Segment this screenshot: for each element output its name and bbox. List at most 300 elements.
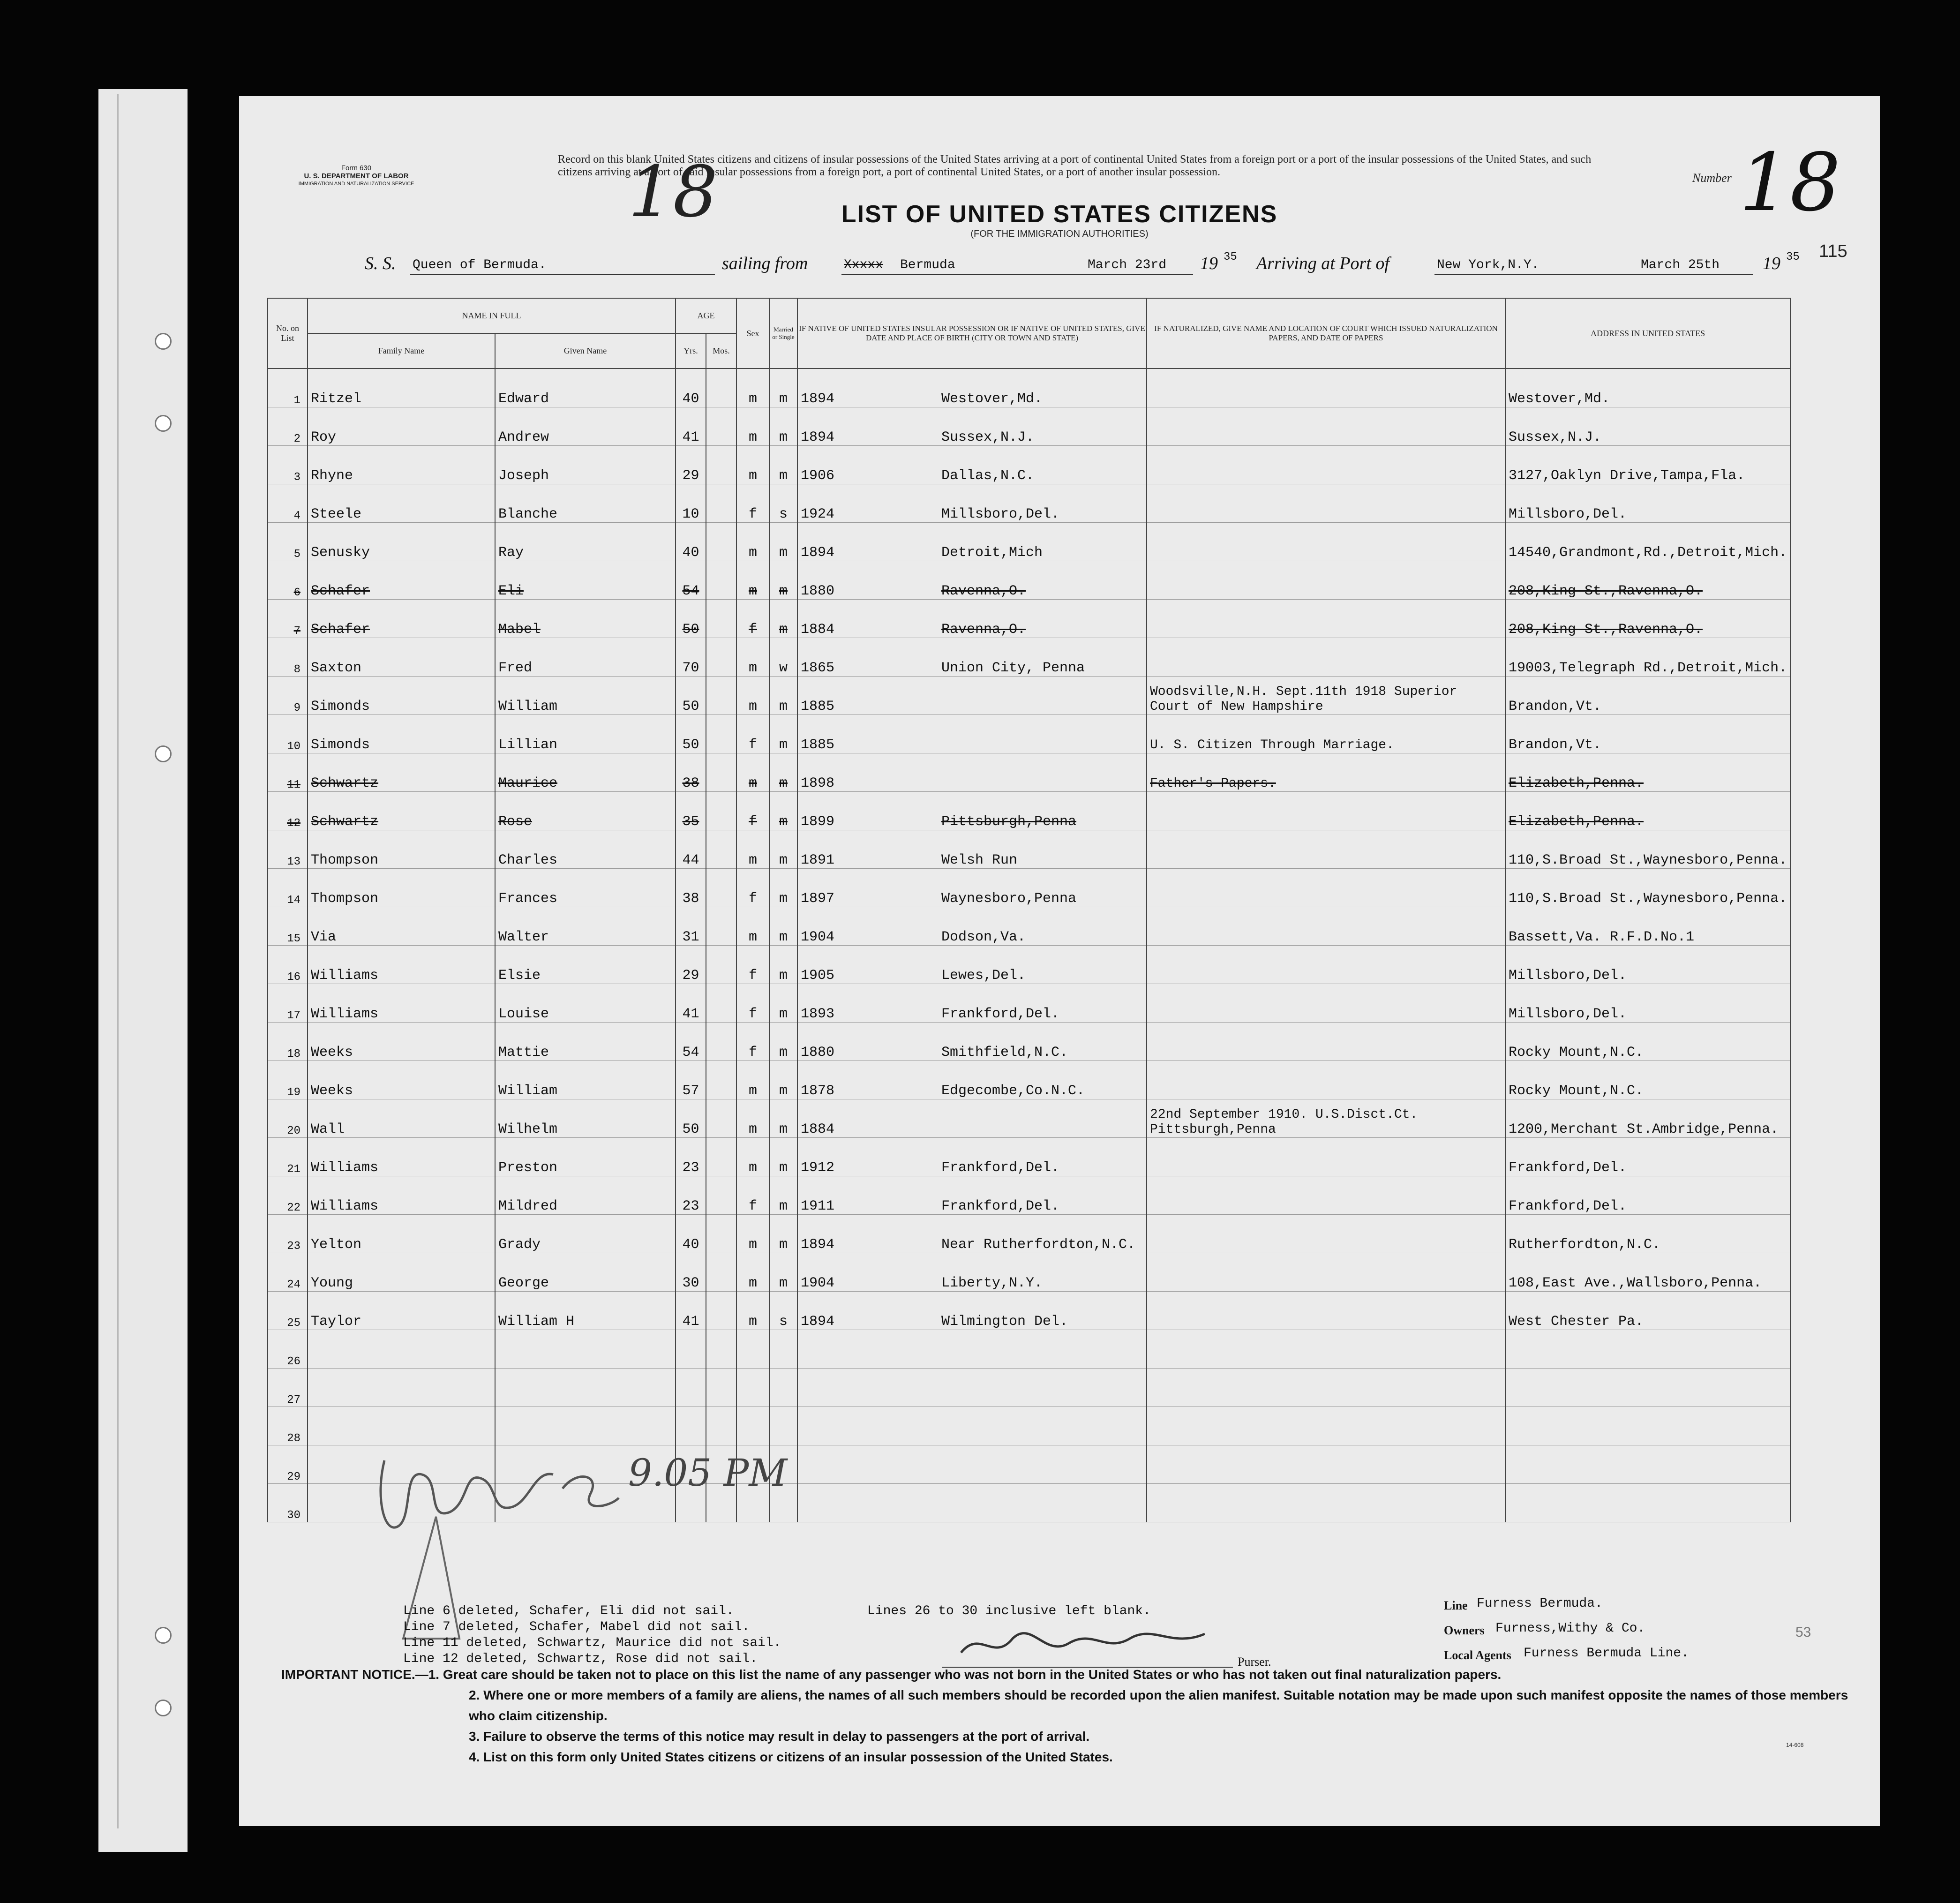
table-row <box>268 1253 1790 1292</box>
family-name: Schwartz <box>308 792 495 830</box>
header-married: Married or Single <box>769 298 797 369</box>
family-name: Weeks <box>308 1023 495 1061</box>
address: Sussex,N.J. <box>1505 407 1790 446</box>
birth-place: Westover,Md. <box>941 391 1043 407</box>
marital-status: m <box>769 753 797 792</box>
family-name: Rhyne <box>308 446 495 484</box>
family-name: Roy <box>308 407 495 446</box>
naturalization <box>1147 830 1505 869</box>
birth-year: 1924 <box>801 506 835 522</box>
deletion-note: Line 12 deleted, Schwartz, Rose did not sail. <box>403 1652 758 1666</box>
table-row <box>268 984 1790 1023</box>
address: Elizabeth,Penna. <box>1505 792 1790 830</box>
sex: m <box>736 1215 769 1253</box>
age-years: 40 <box>676 369 706 407</box>
naturalization <box>1147 946 1505 984</box>
given-name: William H <box>495 1292 676 1330</box>
marital-status: s <box>769 484 797 523</box>
naturalization <box>1147 446 1505 484</box>
age-years: 30 <box>676 1253 706 1292</box>
departure-port: Bermuda <box>900 258 955 272</box>
given-name <box>495 1407 676 1445</box>
punch-hole <box>155 333 172 350</box>
age-years: 54 <box>676 561 706 600</box>
line-value: Furness Bermuda. <box>1477 1596 1603 1611</box>
given-name: George <box>495 1253 676 1292</box>
address: Frankford,Del. <box>1505 1138 1790 1176</box>
sex: m <box>736 1292 769 1330</box>
age-months <box>706 638 736 677</box>
given-name: William <box>495 677 676 715</box>
row-number: 18 <box>268 1023 308 1061</box>
table-row <box>268 1023 1790 1061</box>
deletion-note: Line 7 deleted, Schafer, Mabel did not sail. <box>403 1620 750 1634</box>
birth-year: 1912 <box>801 1160 835 1176</box>
given-name <box>495 1369 676 1407</box>
age-years <box>676 1369 706 1407</box>
given-name: Joseph <box>495 446 676 484</box>
row-number: 24 <box>268 1253 308 1292</box>
sex: f <box>736 484 769 523</box>
address: 110,S.Broad St.,Waynesboro,Penna. <box>1505 869 1790 907</box>
row-number: 10 <box>268 715 308 753</box>
naturalization <box>1147 523 1505 561</box>
sailing-label: sailing from <box>722 254 808 273</box>
age-years: 41 <box>676 1292 706 1330</box>
birth-year: 1894 <box>801 391 835 407</box>
naturalization <box>1147 1215 1505 1253</box>
birth-cell <box>797 561 1147 600</box>
table-row <box>268 792 1790 830</box>
sex <box>736 1407 769 1445</box>
table-row <box>268 1407 1790 1445</box>
row-number: 30 <box>268 1484 308 1522</box>
sex: m <box>736 1253 769 1292</box>
address: 3127,Oaklyn Drive,Tampa,Fla. <box>1505 446 1790 484</box>
header-given-name: Given Name <box>495 333 676 369</box>
sex <box>736 1369 769 1407</box>
marital-status: m <box>769 1215 797 1253</box>
age-months <box>706 1253 736 1292</box>
age-years <box>676 1407 706 1445</box>
family-name: Thompson <box>308 869 495 907</box>
address <box>1505 1369 1790 1407</box>
birth-place: Ravenna,O. <box>941 583 1026 599</box>
given-name: Elsie <box>495 946 676 984</box>
header-no: No. on List <box>268 298 308 369</box>
address: Millsboro,Del. <box>1505 984 1790 1023</box>
struck-port: Xxxxx <box>844 258 884 272</box>
family-name: Steele <box>308 484 495 523</box>
table-row <box>268 869 1790 907</box>
table-row <box>268 907 1790 946</box>
arrival-year: 35 <box>1786 251 1800 263</box>
sex: m <box>736 830 769 869</box>
birth-place: Wilmington Del. <box>941 1314 1068 1330</box>
age-years: 29 <box>676 946 706 984</box>
birth-place: Liberty,N.Y. <box>941 1275 1043 1291</box>
birth-cell <box>797 677 1147 715</box>
birth-place: Dodson,Va. <box>941 929 1026 945</box>
handwritten-number: 18 <box>1739 136 1841 229</box>
row-number: 5 <box>268 523 308 561</box>
age-years: 31 <box>676 907 706 946</box>
age-months <box>706 484 736 523</box>
marital-status: s <box>769 1292 797 1330</box>
family-name: Simonds <box>308 677 495 715</box>
notice-title: IMPORTANT NOTICE. <box>281 1667 415 1682</box>
age-months <box>706 1023 736 1061</box>
given-name: Rose <box>495 792 676 830</box>
naturalization: Father's Papers. <box>1147 753 1505 792</box>
naturalization <box>1147 1484 1505 1522</box>
birth-place: Frankford,Del. <box>941 1160 1060 1176</box>
family-name: Schafer <box>308 600 495 638</box>
age-years: 38 <box>676 753 706 792</box>
birth-year: 1904 <box>801 929 835 945</box>
table-row <box>268 1099 1790 1138</box>
punch-hole <box>155 1627 172 1644</box>
birth-year: 1878 <box>801 1083 835 1099</box>
form-code: 14-608 <box>1786 1742 1804 1748</box>
deletion-note: Line 6 deleted, Schafer, Eli did not sail. <box>403 1604 734 1618</box>
marital-status <box>769 1330 797 1369</box>
number-label: Number <box>1692 171 1732 185</box>
age-months <box>706 677 736 715</box>
given-name: Frances <box>495 869 676 907</box>
marital-status: m <box>769 984 797 1023</box>
sex: m <box>736 638 769 677</box>
age-years: 50 <box>676 715 706 753</box>
age-months <box>706 1099 736 1138</box>
birth-year: 1894 <box>801 545 835 561</box>
birth-cell <box>797 1023 1147 1061</box>
birth-place: Millsboro,Del. <box>941 506 1060 522</box>
age-months <box>706 792 736 830</box>
row-number: 14 <box>268 869 308 907</box>
given-name: Walter <box>495 907 676 946</box>
birth-year: 1898 <box>801 775 835 791</box>
punch-hole <box>155 415 172 432</box>
birth-place: Sussex,N.J. <box>941 429 1035 445</box>
naturalization: 22nd September 1910. U.S.Disct.Ct. Pittsburgh,Penna <box>1147 1099 1505 1138</box>
sex: m <box>736 561 769 600</box>
family-name: Young <box>308 1253 495 1292</box>
birth-cell <box>797 1176 1147 1215</box>
marital-status <box>769 1369 797 1407</box>
header-family-name: Family Name <box>308 333 495 369</box>
row-number: 2 <box>268 407 308 446</box>
sex: f <box>736 1023 769 1061</box>
row-number: 4 <box>268 484 308 523</box>
row-number: 6 <box>268 561 308 600</box>
address: Rutherfordton,N.C. <box>1505 1215 1790 1253</box>
blank-lines-note: Lines 26 to 30 inclusive left blank. <box>867 1604 1151 1618</box>
owners-label: Owners <box>1444 1624 1485 1637</box>
year-prefix: 19 <box>1200 254 1218 273</box>
address: Frankford,Del. <box>1505 1176 1790 1215</box>
family-name: Thompson <box>308 830 495 869</box>
birth-cell <box>797 715 1147 753</box>
row-number: 16 <box>268 946 308 984</box>
birth-place: Pittsburgh,Penna <box>941 814 1077 830</box>
naturalization <box>1147 984 1505 1023</box>
arrival-year-prefix: 19 <box>1763 254 1780 273</box>
row-number: 8 <box>268 638 308 677</box>
marital-status: m <box>769 677 797 715</box>
age-years: 23 <box>676 1176 706 1215</box>
birth-year: 1897 <box>801 891 835 907</box>
age-months <box>706 984 736 1023</box>
birth-place: Frankford,Del. <box>941 1006 1060 1022</box>
row-number: 15 <box>268 907 308 946</box>
sex: f <box>736 869 769 907</box>
naturalization <box>1147 1369 1505 1407</box>
age-years: 40 <box>676 1215 706 1253</box>
row-number: 28 <box>268 1407 308 1445</box>
address <box>1505 1407 1790 1445</box>
strip-fold <box>117 94 119 1828</box>
table-row <box>268 946 1790 984</box>
birth-cell <box>797 792 1147 830</box>
age-months <box>706 1292 736 1330</box>
given-name: Ray <box>495 523 676 561</box>
given-name: Grady <box>495 1215 676 1253</box>
age-years: 40 <box>676 523 706 561</box>
birth-year: 1894 <box>801 429 835 445</box>
birth-place: Union City, Penna <box>941 660 1085 676</box>
family-name <box>308 1407 495 1445</box>
age-years: 44 <box>676 830 706 869</box>
sex: m <box>736 1099 769 1138</box>
age-months <box>706 600 736 638</box>
birth-year: 1894 <box>801 1237 835 1253</box>
naturalization <box>1147 561 1505 600</box>
age-months <box>706 1407 736 1445</box>
age-months <box>706 523 736 561</box>
marital-status: w <box>769 638 797 677</box>
agents-value: Furness Bermuda Line. <box>1524 1646 1689 1661</box>
naturalization: U. S. Citizen Through Marriage. <box>1147 715 1505 753</box>
row-number: 3 <box>268 446 308 484</box>
birth-cell <box>797 1253 1147 1292</box>
birth-cell <box>797 1292 1147 1330</box>
birth-cell <box>797 1215 1147 1253</box>
service: IMMIGRATION AND NATURALIZATION SERVICE <box>298 181 414 187</box>
given-name: Eli <box>495 561 676 600</box>
purser-label: Purser. <box>1238 1655 1271 1669</box>
naturalization <box>1147 1292 1505 1330</box>
page-title: LIST OF UNITED STATES CITIZENS <box>841 201 1278 228</box>
header-age: AGE <box>676 298 736 333</box>
given-name: Blanche <box>495 484 676 523</box>
age-years: 10 <box>676 484 706 523</box>
birth-cell <box>797 484 1147 523</box>
row-number: 13 <box>268 830 308 869</box>
naturalization <box>1147 638 1505 677</box>
punch-hole <box>155 1700 172 1716</box>
given-name: Edward <box>495 369 676 407</box>
sex: m <box>736 407 769 446</box>
ship-name: Queen of Bermuda. <box>413 258 547 272</box>
sex: m <box>736 753 769 792</box>
address <box>1505 1330 1790 1369</box>
marital-status: m <box>769 407 797 446</box>
birth-place: Edgecombe,Co.N.C. <box>941 1083 1085 1099</box>
given-name <box>495 1330 676 1369</box>
naturalization <box>1147 407 1505 446</box>
birth-cell <box>797 407 1147 446</box>
sex: m <box>736 1138 769 1176</box>
age-years: 35 <box>676 792 706 830</box>
address <box>1505 1445 1790 1484</box>
birth-year: 1865 <box>801 660 835 676</box>
address <box>1505 1484 1790 1522</box>
row-number: 11 <box>268 753 308 792</box>
age-months <box>706 369 736 407</box>
handwritten-time: 9.05 PM <box>628 1451 788 1495</box>
row-number: 19 <box>268 1061 308 1099</box>
marital-status: m <box>769 561 797 600</box>
row-number: 25 <box>268 1292 308 1330</box>
handwritten-page-mark: 18 <box>628 151 718 233</box>
row-number: 20 <box>268 1099 308 1138</box>
table-row <box>268 1215 1790 1253</box>
table-row <box>268 446 1790 484</box>
departure-date: March 23rd <box>1088 258 1167 272</box>
sex: f <box>736 1176 769 1215</box>
birth-place: Welsh Run <box>941 852 1018 868</box>
binder-strip <box>98 89 188 1852</box>
header-naturalized: IF NATURALIZED, GIVE NAME AND LOCATION OF COURT WHICH ISSUED NATURALIZATION PAPERS, AND DATE OF PAPERS <box>1147 298 1505 369</box>
age-years: 23 <box>676 1138 706 1176</box>
arriving-label: Arriving at Port of <box>1256 254 1389 273</box>
marital-status: m <box>769 523 797 561</box>
naturalization <box>1147 600 1505 638</box>
table-row <box>268 369 1790 407</box>
marital-status: m <box>769 1176 797 1215</box>
family-name: Williams <box>308 984 495 1023</box>
birth-place: Smithfield,N.C. <box>941 1045 1068 1061</box>
naturalization <box>1147 1445 1505 1484</box>
purser-signature <box>952 1620 1224 1671</box>
table-row <box>268 638 1790 677</box>
sex: m <box>736 369 769 407</box>
row-number: 27 <box>268 1369 308 1407</box>
sex: f <box>736 715 769 753</box>
marital-status: m <box>769 907 797 946</box>
family-name: Williams <box>308 946 495 984</box>
family-name: Taylor <box>308 1292 495 1330</box>
marital-status: m <box>769 1253 797 1292</box>
family-name: Ritzel <box>308 369 495 407</box>
birth-year: 1906 <box>801 468 835 484</box>
address: Bassett,Va. R.F.D.No.1 <box>1505 907 1790 946</box>
given-name: Charles <box>495 830 676 869</box>
sex: m <box>736 907 769 946</box>
table-row <box>268 407 1790 446</box>
given-name: Maurice <box>495 753 676 792</box>
birth-cell <box>797 523 1147 561</box>
birth-year: 1899 <box>801 814 835 830</box>
address: Millsboro,Del. <box>1505 946 1790 984</box>
age-years: 54 <box>676 1023 706 1061</box>
naturalization <box>1147 1330 1505 1369</box>
family-name: Schwartz <box>308 753 495 792</box>
birth-place: Near Rutherfordton,N.C. <box>941 1237 1136 1253</box>
table-row <box>268 753 1790 792</box>
birth-cell <box>797 638 1147 677</box>
family-name <box>308 1330 495 1369</box>
header-mos: Mos. <box>706 333 736 369</box>
table-row <box>268 1061 1790 1099</box>
age-years: 50 <box>676 600 706 638</box>
important-notice: IMPORTANT NOTICE.—1. Great care should be taken not to place on this list the name of any passenger who was not born in the United States or who has not taken out final naturalization papers. 2. Where one or more members of a family are aliens, the names of all such members should be recorded upon the alien manifest. Suitable notation may be made upon such manifest opposite the names of those members who claim citizenship. 3. Failure to observe the terms of this notice may result in delay to passengers at the port of arrival. 4. List on this form only United States citizens or citizens of an insular possession of the United States. <box>281 1664 1856 1768</box>
sex: f <box>736 946 769 984</box>
sex: m <box>736 1061 769 1099</box>
birth-cell <box>797 600 1147 638</box>
age-months <box>706 561 736 600</box>
marital-status: m <box>769 600 797 638</box>
address: 110,S.Broad St.,Waynesboro,Penna. <box>1505 830 1790 869</box>
age-months <box>706 1138 736 1176</box>
age-months <box>706 715 736 753</box>
family-name: Yelton <box>308 1215 495 1253</box>
side-mark: 53 <box>1795 1625 1811 1640</box>
address: Westover,Md. <box>1505 369 1790 407</box>
given-name: Louise <box>495 984 676 1023</box>
marital-status: m <box>769 1138 797 1176</box>
given-name: Fred <box>495 638 676 677</box>
owners-value: Furness,Withy & Co. <box>1495 1621 1645 1636</box>
stamp-number: 115 <box>1819 241 1847 261</box>
birth-cell <box>797 1061 1147 1099</box>
age-years: 50 <box>676 677 706 715</box>
birth-cell <box>797 1330 1147 1369</box>
age-years: 70 <box>676 638 706 677</box>
passenger-table <box>267 298 1791 1522</box>
sex: f <box>736 600 769 638</box>
given-name: Wilhelm <box>495 1099 676 1138</box>
birth-cell <box>797 984 1147 1023</box>
row-number: 12 <box>268 792 308 830</box>
naturalization <box>1147 1253 1505 1292</box>
notice-item: 2. Where one or more members of a family are aliens, the names of all such members should be recorded upon the alien manifest. Suitable notation may be made upon such manifest opposite the names of those members who claim citizenship. <box>469 1688 1848 1723</box>
given-name: Preston <box>495 1138 676 1176</box>
birth-cell <box>797 1138 1147 1176</box>
family-name: Senusky <box>308 523 495 561</box>
birth-place: Detroit,Mich <box>941 545 1043 561</box>
table-row <box>268 484 1790 523</box>
birth-year: 1893 <box>801 1006 835 1022</box>
marital-status: m <box>769 869 797 907</box>
arrival-date: March 25th <box>1641 258 1720 272</box>
age-years: 41 <box>676 984 706 1023</box>
sex: m <box>736 523 769 561</box>
birth-cell <box>797 1369 1147 1407</box>
row-number: 17 <box>268 984 308 1023</box>
birth-cell <box>797 1099 1147 1138</box>
row-number: 26 <box>268 1330 308 1369</box>
header-birth: IF NATIVE OF UNITED STATES INSULAR POSSESSION OR IF NATIVE OF UNITED STATES, GIVE DATE AND PLACE OF BIRTH (CITY OR TOWN AND STATE) <box>797 298 1147 369</box>
row-number: 9 <box>268 677 308 715</box>
age-months <box>706 907 736 946</box>
form-number: Form 630 <box>341 164 372 172</box>
birth-year: 1891 <box>801 852 835 868</box>
table-row <box>268 561 1790 600</box>
birth-cell <box>797 1407 1147 1445</box>
row-number: 21 <box>268 1138 308 1176</box>
